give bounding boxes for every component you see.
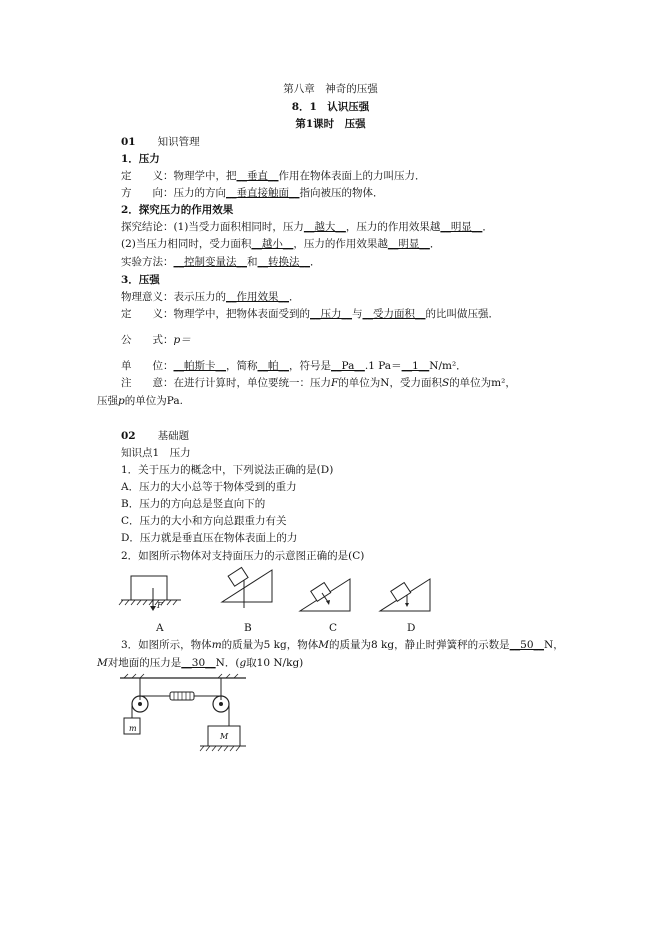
- part1-number: 01: [121, 136, 136, 148]
- s1-direction: [121, 186, 384, 200]
- q2-stem: 2．如图所示物体对支持面压力的示意图正确的是(C): [121, 550, 365, 562]
- text: 3．如图所示，物体: [121, 639, 212, 651]
- mass-m-label: m: [129, 724, 137, 733]
- text: N，: [544, 639, 564, 651]
- q1-option-a: A．压力的大小总等于物体受到的重力: [121, 481, 297, 493]
- text: ，压力的作用效果越: [345, 221, 441, 233]
- text: N．(: [215, 657, 240, 669]
- s2-method: [121, 255, 321, 269]
- text: 压强: [97, 395, 118, 407]
- q2-figure-a: [121, 572, 181, 612]
- knowledge-point: 知识点1 压力: [121, 447, 191, 459]
- answer-blank: __50__: [509, 639, 545, 651]
- part2-title: 基础题: [157, 430, 190, 442]
- text: 的单位为m²，: [449, 377, 516, 389]
- text: (2)当压力相同时，受力面积: [121, 238, 252, 250]
- symbol: p: [118, 395, 125, 407]
- text: ．: [289, 291, 300, 303]
- q2-figure-b: [222, 568, 274, 604]
- text: 的质量为5 kg，物体: [221, 639, 319, 651]
- s3-heading: 3．压强: [121, 274, 160, 286]
- text: 的质量为8 kg，静止时弹簧秤的示数是: [329, 639, 510, 651]
- s3-note: [121, 376, 516, 390]
- lesson-title: [0, 117, 661, 131]
- label: 物理意义：: [121, 291, 174, 303]
- q1-option-b: B．压力的方向总是竖直向下的: [121, 498, 266, 510]
- s1-definition: [121, 169, 426, 183]
- answer-blank: __越大__: [303, 221, 346, 233]
- q2-figure-d: [380, 577, 432, 613]
- answer-blank: __压力__: [310, 308, 352, 320]
- q2-label-c: C: [329, 622, 338, 634]
- answer-blank: __明显__: [387, 238, 430, 250]
- label: 公 式：: [121, 334, 174, 346]
- s2-conclusion-1: [121, 220, 493, 234]
- symbol: F: [331, 377, 339, 389]
- symbol: m: [211, 639, 222, 651]
- text: ，符号是: [289, 360, 331, 372]
- s3-formula: [121, 333, 191, 347]
- answer-blank: __转换法__: [257, 256, 310, 268]
- q2-figure-c: [300, 577, 352, 613]
- s2-heading: 2．探究压力的作用效果: [121, 204, 234, 216]
- answer-blank: __帕__: [257, 360, 289, 372]
- text: 作用在物体表面上的力叫压力．: [278, 170, 426, 182]
- answer-blank: __作用效果__: [226, 291, 289, 303]
- q1-stem: 1．关于压力的概念中，下列说法正确的是(D): [121, 464, 334, 476]
- text: ，简称: [226, 360, 258, 372]
- s2-conclusion-2: [121, 237, 440, 251]
- s3-definition: [121, 307, 499, 321]
- answer-blank: __明显__: [440, 221, 483, 233]
- label: 方 向：: [121, 187, 174, 199]
- q2-label-b: B: [244, 622, 252, 634]
- s3-meaning: [121, 290, 300, 304]
- q2-label-a: A: [156, 622, 164, 634]
- text: 表示压力的: [173, 291, 226, 303]
- s3-unit: [121, 359, 467, 373]
- q3-stem-line2: [97, 656, 303, 670]
- text: 指向被压的物体．: [299, 187, 384, 199]
- answer-blank: __垂直__: [236, 170, 279, 182]
- text: 压力的方向: [173, 187, 226, 199]
- s1-heading: 1．压力: [121, 153, 160, 165]
- text: 探究结论：(1)当受力面积相同时，压力: [121, 221, 304, 233]
- text: 的单位为N，受力面积: [338, 377, 442, 389]
- symbol: M: [97, 657, 108, 669]
- q2-label-d: D: [407, 622, 416, 634]
- label: 实验方法：: [121, 256, 174, 268]
- answer-blank: __受力面积__: [362, 308, 426, 320]
- q1-option-c: C．压力的大小和方向总跟重力有关: [121, 515, 287, 527]
- q1-option-d: D．压力就是垂直压在物体表面上的力: [121, 532, 298, 544]
- answer-blank: __30__: [181, 657, 216, 669]
- answer-blank: __帕斯卡__: [173, 360, 226, 372]
- text: N/m²．: [429, 360, 467, 372]
- s3-note-cont: [97, 394, 183, 408]
- part1-title: 知识管理: [157, 136, 200, 148]
- lesson-title-text: 第1课时 压强: [295, 118, 366, 130]
- label: 定 义：: [121, 170, 174, 182]
- text: 和: [247, 256, 258, 268]
- force-label: F: [157, 601, 163, 610]
- text: ．: [310, 256, 321, 268]
- q3-stem-line1: [121, 638, 564, 652]
- text: 取10 N/kg): [246, 657, 304, 669]
- answer-blank: __垂直接触面__: [226, 187, 300, 199]
- symbol: g: [239, 657, 247, 669]
- symbol: S: [441, 377, 450, 389]
- label: 定 义：: [121, 308, 174, 320]
- text: 与: [352, 308, 363, 320]
- text: .1 Pa＝: [364, 360, 402, 372]
- section-title: 8．1 认识压强: [291, 101, 370, 113]
- part2-number: 02: [121, 430, 136, 442]
- text: ．: [429, 238, 441, 250]
- answer-blank: __Pa__: [331, 360, 365, 372]
- mass-M-label: M: [220, 732, 229, 741]
- text: 的单位为Pa.: [124, 395, 183, 407]
- part2-heading: [121, 429, 189, 443]
- text: 在进行计算时，单位要统一：压力: [173, 377, 331, 389]
- answer-blank: __越小__: [251, 238, 294, 250]
- label: 单 位：: [121, 360, 174, 372]
- part1-heading: [121, 135, 200, 149]
- text: 物理学中，把: [173, 170, 237, 182]
- label: 注 意：: [121, 377, 174, 389]
- symbol: M: [318, 639, 330, 651]
- text: ．: [482, 221, 493, 233]
- text: 物理学中，把物体表面受到的: [173, 308, 310, 320]
- text: 的比叫做压强．: [425, 308, 499, 320]
- formula: p＝: [173, 334, 191, 346]
- text: 对地面的压力是: [107, 657, 182, 669]
- q3-pulley-figure: [118, 674, 248, 754]
- chapter-title: 第八章 神奇的压强: [283, 83, 378, 95]
- text: ，压力的作用效果越: [293, 238, 388, 250]
- answer-blank: __1__: [401, 360, 430, 372]
- answer-blank: __控制变量法__: [173, 256, 247, 268]
